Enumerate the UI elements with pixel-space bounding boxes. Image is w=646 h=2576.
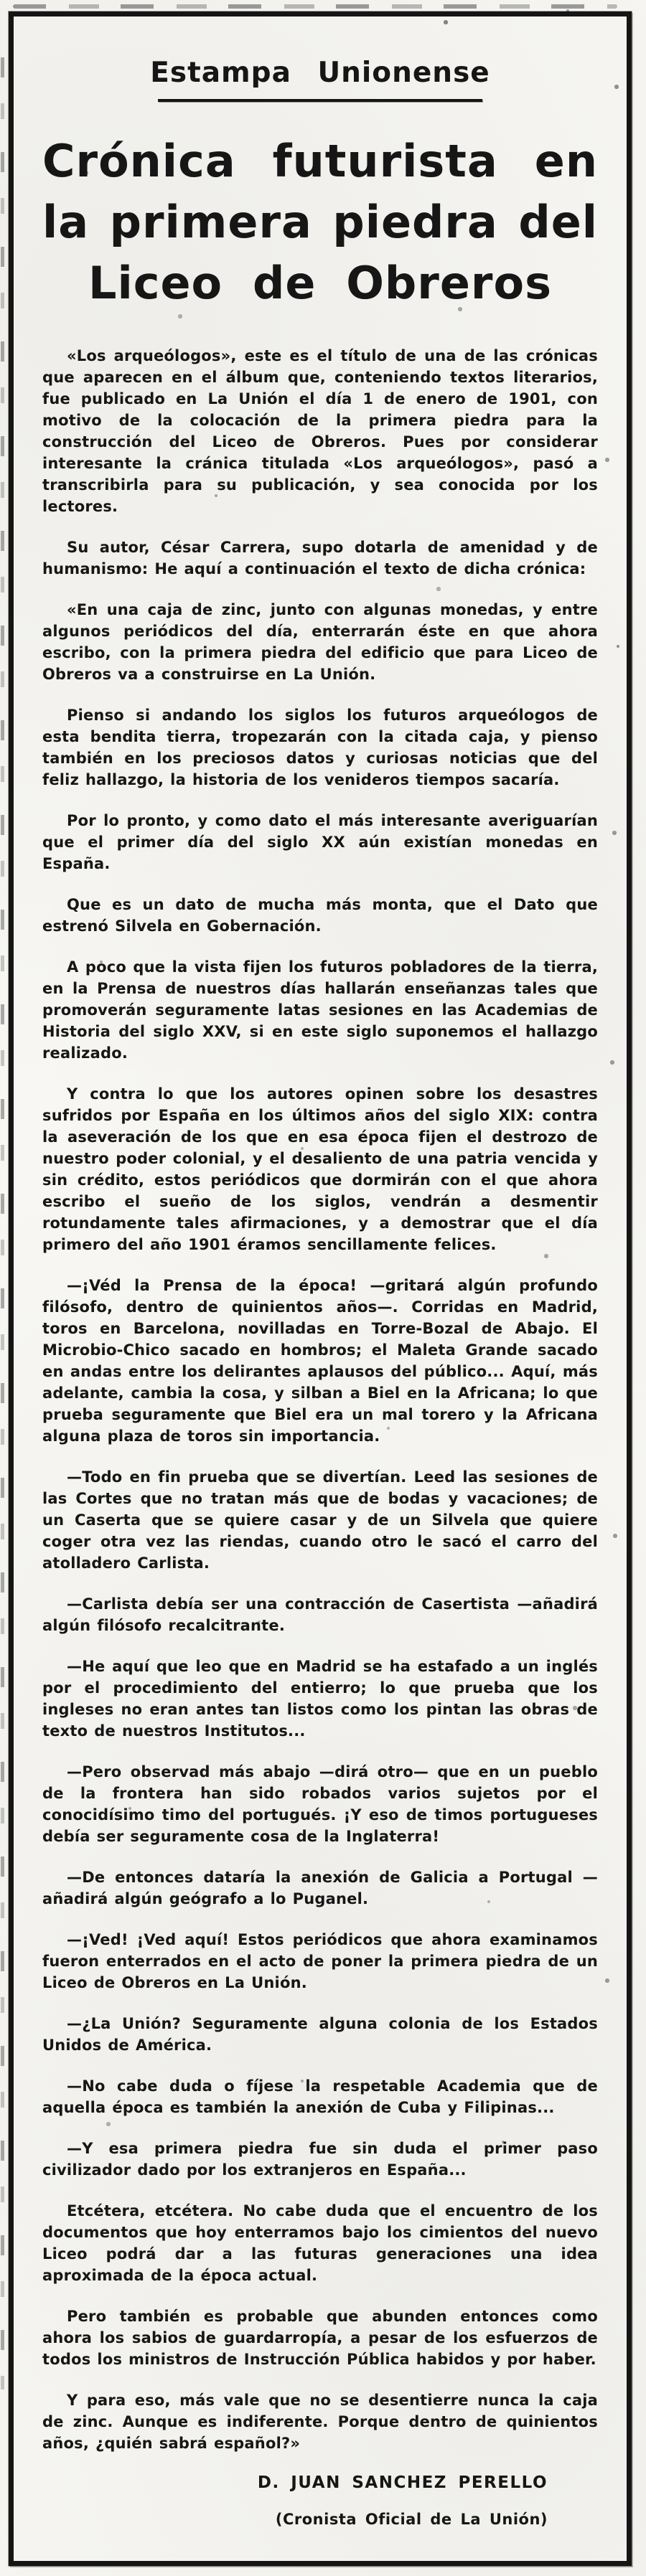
article-paragraph: —Y esa primera piedra fue sin duda el primer paso civilizador dado por los extranjeros en España... [42, 2140, 598, 2179]
article-paragraph: —De entonces dataría la anexión de Galicia a Portugal —añadirá algún geógrafo a lo Puganel. [42, 1869, 598, 1907]
article-paragraph: —He aquí que leo que en Madrid se ha estafado a un inglés por el procedimiento del entierro; lo que prueba que los ingleses no eran antes tan listos como los pintan las obras de texto de nuestros Institutos... [42, 1658, 598, 1740]
article-paragraph: —¡Ved! ¡Ved aquí! Estos periódicos que ahora examinamos fueron enterrados en el acto de poner la primera piedra de un Liceo de Obreros en La Unión. [42, 1931, 598, 1991]
article-paragraph: —¡Véd la Prensa de la época! —gritará algún profundo filósofo, dentro de quinientos años—. Corridas en Madrid, toros en Barcelona, novilladas en Torre-Bozal de Abajo. El Microbio-Chico sacado en hombros; el Maleta Grande sacado en andas entre los delirantes aplausos del público... Aquí, más adelante, cambia la cosa, y silban a Biel en la Africana; lo que prueba seguramente que Biel era un mal torero y la Africana alguna plaza de toros sin importancia. [42, 1277, 598, 1445]
article-paragraph: Y para eso, más vale que no se desentierre nunca la caja de zinc. Aunque es indiferente. Porque dentro de quinientos años, ¿quién sabrá español?» [42, 2392, 598, 2452]
headline-line: la primera piedra del [42, 196, 598, 248]
scan-smudge-top [13, 4, 617, 9]
article-paragraph: Que es un dato de mucha más monta, que el Dato que estrenó Silvela en Gobernación. [42, 896, 598, 935]
article-paragraph: Su autor, César Carrera, supo dotarla de amenidad y de humanismo: He aquí a continuación el texto de dicha crónica: [42, 539, 598, 577]
section-masthead: Estampa Unionense [150, 57, 490, 89]
article-paragraph: —Todo en fin prueba que se divertían. Leed las sesiones de las Cortes que no tratan más que de bodas y vacaciones; de un Caserta que se quiere casar y de un Silvela que quiere coger otra vez las riendas, cuando otro le sacó el carro del atolladero Carlista. [42, 1468, 598, 1572]
article-headline [42, 131, 598, 313]
author-name: D. JUAN SANCHEZ PERELLO [257, 2473, 548, 2492]
scan-marks-left-edge [1, 57, 4, 2389]
article-paragraph: Y contra lo que los autores opinen sobre los desastres sufridos por España en los últimos años del siglo XIX: contra la aseveración de los que en esa época fijen el destrozo de nuestro poder colonial, y el desaliento de una patria vencida y sin crédito, estos periódicos que dormirán con el que ahora escribo el sueño de los siglos, vendrán a desmentir rotundamente tales afirmaciones, y a demostrar que el día primero del año 1901 éramos sencillamente felices. [42, 1085, 598, 1253]
article-paragraph: «En una caja de zinc, junto con algunas monedas, y entre algunos periódicos del día, enterrarán éste en que ahora escribo, con la primera piedra del edificio que para Liceo de Obreros va a construirse en La Unión. [42, 601, 598, 683]
article-paragraph: —Pero observad más abajo —dirá otro— que en un pueblo de la frontera han sido robados varios sujetos por el conocidísimo timo del portugués. ¡Y eso de timos portugueses debía ser seguramente cosa de la Inglaterra! [42, 1763, 598, 1845]
article-frame [9, 11, 632, 2566]
article-paragraph: Pero también es probable que abunden entonces como ahora los sabios de guardarropía, a pesar de los esfuerzos de todos los ministros de Instrucción Pública habidos y por haber. [42, 2308, 598, 2368]
article-paragraph: Por lo pronto, y como dato el más interesante averiguarían que el primer día del siglo XX aún existían monedas en España. [42, 812, 598, 872]
article-paragraph: —¿La Unión? Seguramente alguna colonia de los Estados Unidos de América. [42, 2015, 598, 2054]
author-role: (Cronista Oficial de La Unión) [275, 2511, 548, 2528]
masthead-underline [158, 99, 482, 102]
article-paragraph: A poco que la vista fijen los futuros pobladores de la tierra, en la Prensa de nuestros días hallarán enseñanzas tales que promoverán seguramente latas sesiones en las Academias de Historia del siglo XXV, si en este siglo suponemos el hallazgo realizado. [42, 958, 598, 1062]
article-body [42, 345, 598, 2454]
article-paragraph: Pienso si andando los siglos los futuros arqueólogos de esta bendita tierra, tropezarán con la citada caja, y pienso también en los preciosos datos y curiosas noticias que del feliz hallazgo, la historia de los venideros tiempos sacaría. [42, 707, 598, 788]
article-paragraph: —Carlista debía ser una contracción de Casertista —añadirá algún filósofo recalcitrante. [42, 1595, 598, 1634]
article-paragraph: «Los arqueólogos», este es el título de una de las crónicas que aparecen en el álbum que, conteniendo textos literarios, fue publicado en La Unión el día 1 de enero de 1901, con motivo de la colocación de la primera piedra para la construcción del Liceo de Obreros. Pues por considerar interesante la cránica titulada «Los arqueólogos», pasó a transcribirla para su publicación, y sea conocida por los lectores. [42, 347, 598, 515]
headline-line: Crónica futurista en [42, 135, 598, 187]
article-paragraph: Etcétera, etcétera. No cabe duda que el encuentro de los documentos que hoy enterramos bajo los cimientos del nuevo Liceo podrá dar a las futuras generaciones una idea aproximada de la época actual. [42, 2202, 598, 2284]
headline-line: Liceo de Obreros [88, 257, 552, 309]
article-paragraph: —No cabe duda o fíjese la respetable Academia que de aquella época es también la anexión de Cuba y Filipinas... [42, 2077, 598, 2116]
scan-noise-speckles [0, 0, 1, 1]
author-signature-block [42, 2473, 598, 2528]
